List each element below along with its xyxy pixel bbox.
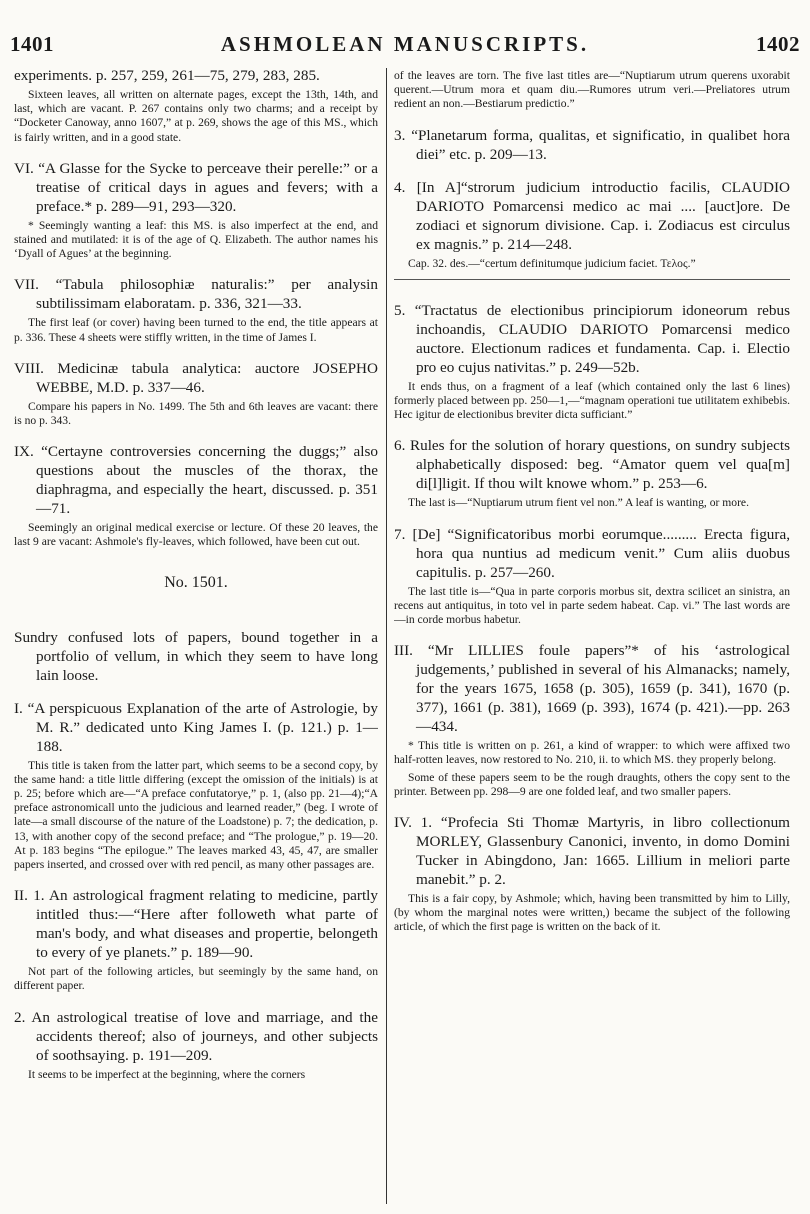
entry-note: It ends thus, on a fragment of a leaf (which contained only the last 6 lines) formerly placed between pp. 250—1,—“magnam operationi tue utilitatem exhibebis. Hec igitur de electionibus breviter dicta sufficiant.” [394,379,790,422]
running-title: ASHMOLEAN MANUSCRIPTS. [220,32,590,56]
rule-line [394,279,790,280]
page-header [0,0,810,60]
entry-text: 5. “Tractatus de electionibus principiorum idoneorum rebus inchoandis, CLAUDIO DARIOTO Pomarcensi medico auctore. Electionum radices et fundamenta. Cap. i. Electio pro eo cujus nativitas.” p. 249—52b. [394,301,790,376]
entry-text: I. “A perspicuous Explanation of the arte of Astrologie, by M. R.” dedicated unto King James I. (p. 121.) p. 1—188. [14,699,378,755]
entry-text: II. 1. An astrological fragment relating to medicine, partly intitled thus:—“Here after followeth what parte of man's body, and what diseases and propertie, belongeth to every of ye planets.” p. 189—90. [14,887,378,962]
entry-text: VII. “Tabula philosophiæ naturalis:” per analysin subtilissimam elaboratam. p. 336, 321—33. [14,276,378,313]
left-column [14,66,378,1204]
entry-text: IV. 1. “Profecia Sti Thomæ Martyris, in libro collectionum MORLEY, Glassenbury Canonici, invento, in domo Domini Tucker in Abingdono, Jan: 1665. Lillium in meliori parte manebit.” p. 2. [394,814,790,889]
entry-text: 7. [De] “Significatoribus morbi eorumque......... Erecta figura, hora qua nuntius ad medicum venit.” Cum aliis duobus capitulis. p. 257—260. [394,525,790,581]
entry-note: Not part of the following articles, but seemingly by the same hand, on different paper. [14,965,378,993]
entry-note: Seemingly an original medical exercise or lecture. Of these 20 leaves, the last 9 are vacant: Ashmole's fly-leaves, which followed, have been cut out. [14,521,378,549]
entry-note: The last is—“Nuptiarum utrum fient vel non.” A leaf is wanting, or more. [408,496,749,510]
entry-note: This is a fair copy, by Ashmole; which, having been transmitted by him to Lilly, (by whom the marginal notes were written,) became the subject of the following article, of which the first page is written on the back of it. [394,892,790,934]
entry-note: It seems to be imperfect at the beginning, where the corners [28,1067,306,1081]
entry-text: Sundry confused lots of papers, bound together in a portfolio of vellum, in which they seem to have long lain loose. [14,628,378,684]
entry-note: This title is taken from the latter part, which seems to be a second copy, by the same hand: a title little differing (except the omission of the initials) is at p. 25; before which are—“A preface confutatorye,” p. 1, (also pp. 21—4);“A preface astronomicall unto the judicious and learned reader,” (beg. I wrote of late—a small discourse of the nature of the Loadstone) p. 7; the dedication, p. 13, with another copy of the second preface; and “The prologue,” p. 19—20. At p. 183 begins “The epilogue.” The leaves marked 43, 45, 47, are smaller papers inserted, and crossed over with red pencil, as many other passages are. [14,758,378,872]
entry-note: The last title is—“Qua in parte corporis morbus sit, dextra scilicet an sinistra, an recens aut antiquitus, in toto vel in parte sedem habeat. Cap. vi.” The last words are—in corde morbus habetur. [394,584,790,627]
right-column [394,66,790,1204]
entry-note: * This title is written on p. 261, a kind of wrapper: to which were affixed two half-rotten leaves, now restored to No. 210, ii. to which MS. they properly belong. [394,739,790,767]
entry-text: experiments. p. 257, 259, 261—75, 279, 283, 285. [14,67,320,84]
entry-text: 4. [In A]“strorum judicium introductio facilis, CLAUDIO DARIOTO Pomarcensi medico ac mai .... [auct]ore. De zodiaci et signorum divisione. Cap. i. Zodiacus est circulus ex magnis.” p. 214—248. [394,178,790,253]
entry-note: Some of these papers seem to be the rough draughts, others the copy sent to the printer. Between pp. 298—9 are one folded leaf, and two smaller papers. [394,770,790,798]
entry-note: of the leaves are torn. The five last titles are—“Nuptiarum utrum querens uxorabit querent.—Utrum mora et quam diu.—Rumores utrum veri.—Preliatores utrum redient an non.—Bestiarum predictio.” [394,69,790,111]
entry-text: 6. Rules for the solution of horary questions, on sundry subjects alphabetically disposed: beg. “Amator quem vel qua[m] di[l]ligit. If thou wilt knowe whom.” p. 253—6. [394,437,790,493]
entry-text: VI. “A Glasse for the Sycke to perceave their perelle:” or a treatise of critical days in agues and fevers; with a preface.* p. 289—91, 293—320. [14,159,378,215]
right-page-number: 1402 [756,32,800,56]
left-page-number: 1401 [10,32,54,56]
entry-note: * Seemingly wanting a leaf: this MS. is also imperfect at the end, and stained and mutilated: it is of the age of Q. Elizabeth. The author names his ‘Dyall of Agues’ at the beginning. [14,218,378,261]
entry-note: Sixteen leaves, all written on alternate pages, except the 13th, 14th, and last, which are vacant. P. 267 contains only two charms; and a receipt by “Docketer Canoway, anno 1607,” at p. 269, shows the age of this MS., which is fairly written, and in a good state. [14,88,378,144]
section-heading: No. 1501. [164,573,228,591]
entry-text: VIII. Medicinæ tabula analytica: auctore JOSEPHO WEBBE, M.D. p. 337—46. [14,359,378,396]
column-divider [386,68,387,1204]
entry-note: The first leaf (or cover) having been turned to the end, the title appears at p. 336. These 4 sheets were stiffly written, in the time of James I. [14,316,378,344]
entry-text: III. “Mr LILLIES foule papers”* of his ‘astrological judgements,’ published in several of his Almanacks; namely, for the years 1675, 1658 (p. 305), 1659 (p. 341), 1670 (p. 377), 1661 (p. 381), 1669 (p. 393), 1674 (p. 421).—pp. 263—434. [394,642,790,736]
entry-note: Cap. 32. des.—“certum definitumque judicium faciet. Τελος.” [408,256,696,270]
entry-text: 3. “Planetarum forma, qualitas, et significatio, in qualibet hora diei” etc. p. 209—13. [394,126,790,163]
entry-text: IX. “Certayne controversies concerning the duggs;” also questions about the muscles of the thorax, the diaphragma, and especially the heart, discussed. p. 351—71. [14,443,378,518]
entry-note: Compare his papers in No. 1499. The 5th and 6th leaves are vacant: there is no p. 343. [14,399,378,428]
entry-text: 2. An astrological treatise of love and marriage, and the accidents thereof; also of journeys, and other subjects of soothsaying. p. 191—209. [14,1008,378,1064]
